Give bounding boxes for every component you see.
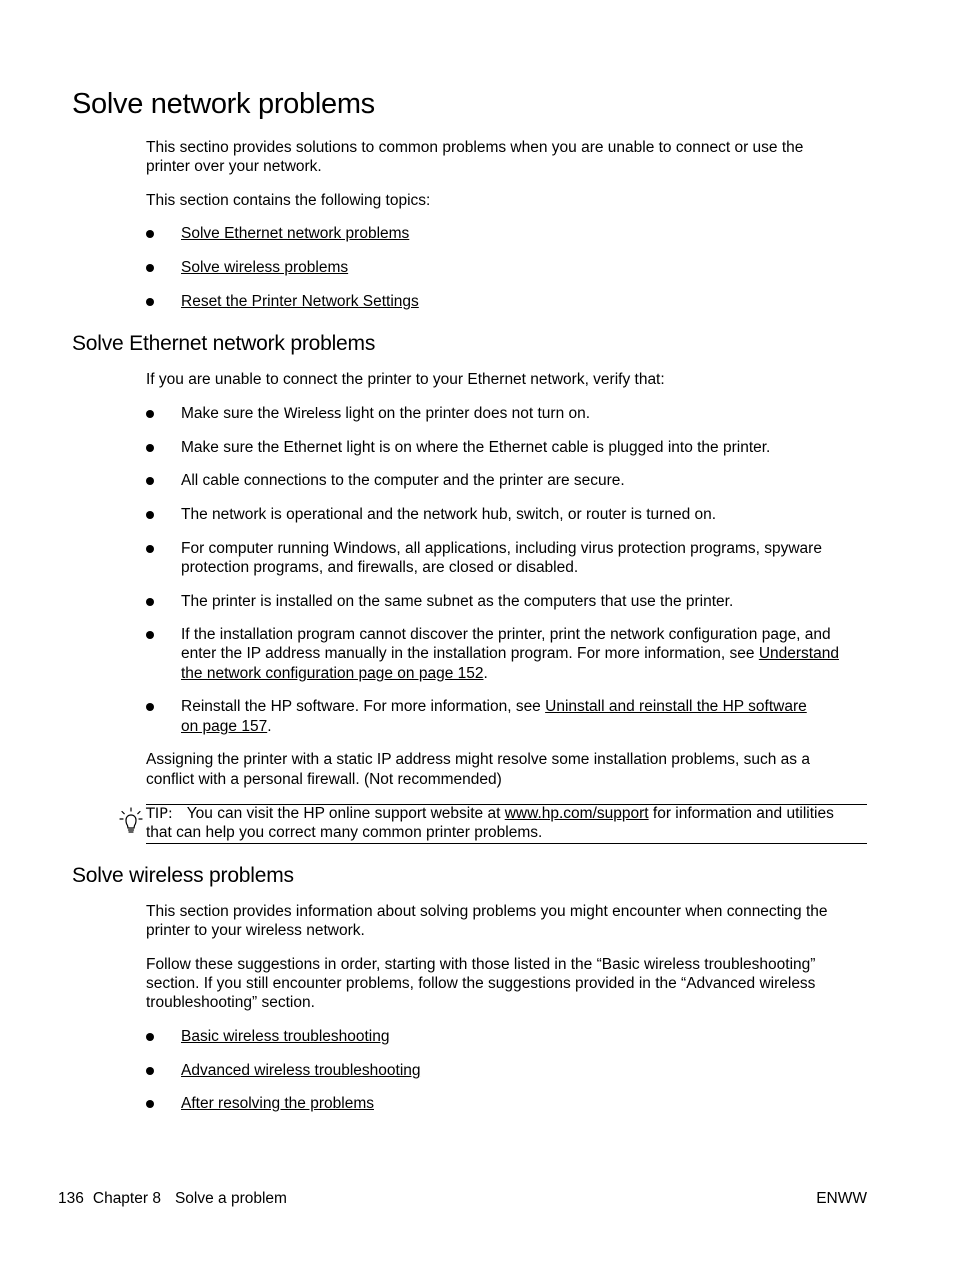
page-title: Solve network problems [72, 88, 375, 120]
ethernet-bullet-4: The network is operational and the network hub, switch, or router is turned on. [181, 506, 717, 523]
bullet [146, 477, 154, 485]
link-solve-ethernet[interactable]: Solve Ethernet network problems [181, 225, 410, 242]
link-basic-wireless[interactable]: Basic wireless troubleshooting [181, 1028, 390, 1045]
wireless-p2-line-2: section. If you still encounter problems, follow the suggestions provided in the “Advanced wireless [146, 975, 816, 992]
link-reset-network-settings[interactable]: Reset the Printer Network Settings [181, 293, 419, 310]
ethernet-lead: If you are unable to connect the printer to your Ethernet network, verify that: [146, 371, 665, 388]
tip-label: TIP: [146, 806, 173, 822]
ethernet-bullet-7-line-2: enter the IP address manually in the installation program. For more information, see Understand [181, 645, 839, 662]
wireless-p1-line-1: This section provides information about solving problems you might encounter when connecting the [146, 903, 828, 920]
ethernet-bullet-1: Make sure the Wireless light on the printer does not turn on. [181, 405, 591, 422]
chapter-title: Solve a problem [174, 1190, 287, 1207]
section-heading-ethernet: Solve Ethernet network problems [72, 332, 376, 355]
bullet [146, 545, 154, 553]
wireless-light-label: Wireless [283, 406, 342, 422]
ethernet-bullet-2: Make sure the Ethernet light is on where the Ethernet cable is plugged into the printer. [181, 439, 771, 456]
link-solve-wireless[interactable]: Solve wireless problems [181, 259, 349, 276]
bullet [146, 511, 154, 519]
ethernet-bullet-3: All cable connections to the computer and the printer are secure. [181, 472, 625, 489]
wireless-p1-line-2: printer to your wireless network. [146, 922, 365, 939]
link-understand-config-page[interactable]: Understand [758, 645, 839, 662]
bullet [146, 410, 154, 418]
lightbulb-icon [119, 807, 143, 835]
link-uninstall-reinstall[interactable]: Uninstall and reinstall the HP software [545, 698, 807, 715]
link-after-resolving[interactable]: After resolving the problems [181, 1095, 374, 1112]
ethernet-bullet-7-line-3: the network configuration page on page 152. [181, 665, 488, 682]
ethernet-bullet-7-line-1: If the installation program cannot discover the printer, print the network configuration page, and [181, 626, 831, 643]
ethernet-bullet-5-line-1: For computer running Windows, all applications, including virus protection programs, spyware [181, 540, 822, 557]
chapter-label: Chapter 8 [92, 1190, 161, 1207]
bullet [146, 264, 154, 272]
link-uninstall-reinstall-cont[interactable]: on page 157 [181, 718, 268, 735]
bullet [146, 1033, 154, 1041]
section-heading-wireless: Solve wireless problems [72, 864, 294, 887]
bullet [146, 1100, 154, 1108]
intro-line-1: This sectino provides solutions to common problems when you are unable to connect or use the [146, 139, 804, 156]
ethernet-bullet-6: The printer is installed on the same subnet as the computers that use the printer. [181, 593, 734, 610]
bullet [146, 598, 154, 606]
bullet [146, 703, 154, 711]
bullet [146, 230, 154, 238]
static-ip-line-2: conflict with a personal firewall. (Not recommended) [146, 771, 502, 788]
intro-line-2: printer over your network. [146, 158, 322, 175]
link-understand-config-page-cont[interactable]: the network configuration page on page 152 [181, 665, 484, 682]
bullet [146, 444, 154, 452]
tip-line-1: TIP: You can visit the HP online support website at www.hp.com/support for information and utilities [146, 805, 834, 822]
static-ip-line-1: Assigning the printer with a static IP address might resolve some installation problems, such as a [146, 751, 810, 768]
ethernet-bullet-8-line-1: Reinstall the HP software. For more information, see Uninstall and reinstall the HP software [181, 698, 807, 715]
bullet [146, 298, 154, 306]
bullet [146, 631, 154, 639]
tip-line-2: that can help you correct many common printer problems. [146, 824, 543, 841]
ethernet-bullet-8-line-2: on page 157. [181, 718, 272, 735]
ethernet-bullet-5-line-2: protection programs, and firewalls, are closed or disabled. [181, 559, 579, 576]
wireless-p2-line-1: Follow these suggestions in order, starting with those listed in the “Basic wireless troubleshooting” [146, 956, 816, 973]
link-hp-support[interactable]: www.hp.com/support [504, 805, 649, 822]
footer-left [58, 1190, 287, 1208]
wireless-p2-line-3: troubleshooting” section. [146, 994, 315, 1011]
link-advanced-wireless[interactable]: Advanced wireless troubleshooting [181, 1062, 421, 1079]
topics-lead: This section contains the following topics: [146, 192, 431, 209]
bullet [146, 1067, 154, 1075]
footer-right: ENWW [816, 1190, 867, 1207]
page-number: 136 [58, 1190, 84, 1207]
